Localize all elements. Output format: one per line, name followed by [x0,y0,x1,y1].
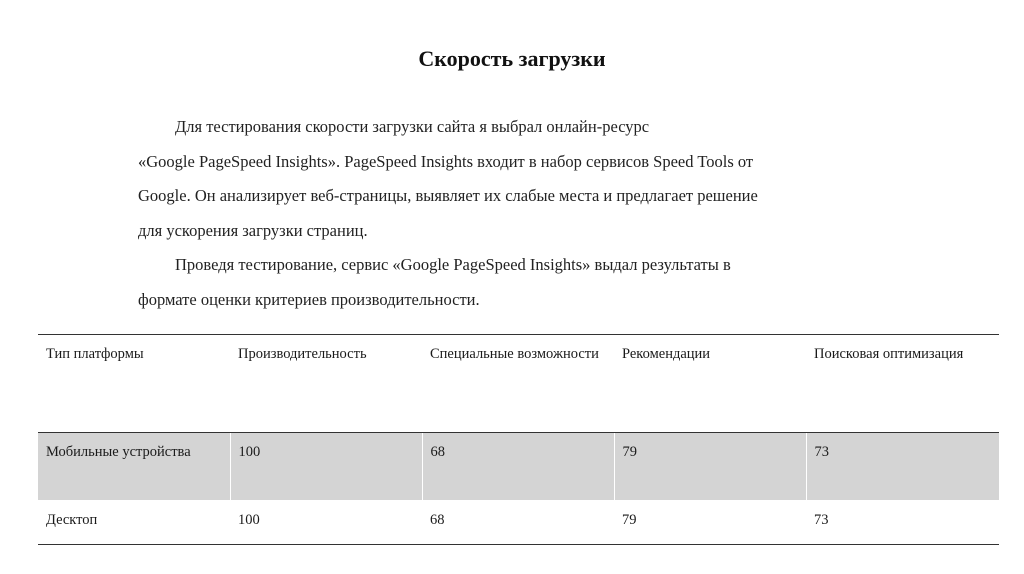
cell-best-practices: 79 [622,512,637,528]
cell-performance: 100 [238,512,260,528]
header-performance: Производительность [230,335,422,433]
cell-platform: Десктоп [46,512,98,528]
cell-seo: 73 [806,433,999,501]
page-title: Скорость загрузки [418,46,606,71]
cell-accessibility: 68 [422,433,614,501]
header-best-practices: Рекомендации [614,335,806,433]
paragraph-line: «Google PageSpeed Insights». PageSpeed Insights входит в набор сервисов Speed Tools от [138,151,754,171]
header-seo: Поисковая оптимизация [806,335,999,433]
paragraph-line: Для тестирования скорости загрузки сайта я выбрал онлайн-ресурс [175,117,650,136]
paragraph-line: Проведя тестирование, сервис «Google PageSpeed Insights» выдал результаты в [175,255,731,274]
cell-performance: 100 [230,433,422,501]
paragraph-line: формате оценки критериев производительности. [138,289,480,309]
cell-accessibility: 68 [430,512,445,528]
header-accessibility: Специальные возможности [422,335,614,433]
cell-best-practices: 79 [614,433,806,501]
cell-platform: Мобильные устройства [38,433,230,501]
header-platform-type: Тип платформы [38,335,230,433]
table-row [38,433,999,501]
cell-seo: 73 [814,512,829,528]
table-row [38,500,999,545]
paragraph-line: для ускорения загрузки страниц. [138,220,368,240]
paragraph-line: Google. Он анализирует веб-страницы, выявляет их слабые места и предлагает решение [138,186,758,205]
results-table [38,334,999,545]
results-paragraph [138,248,878,317]
table-header-row [38,335,999,433]
intro-paragraph [138,110,878,248]
